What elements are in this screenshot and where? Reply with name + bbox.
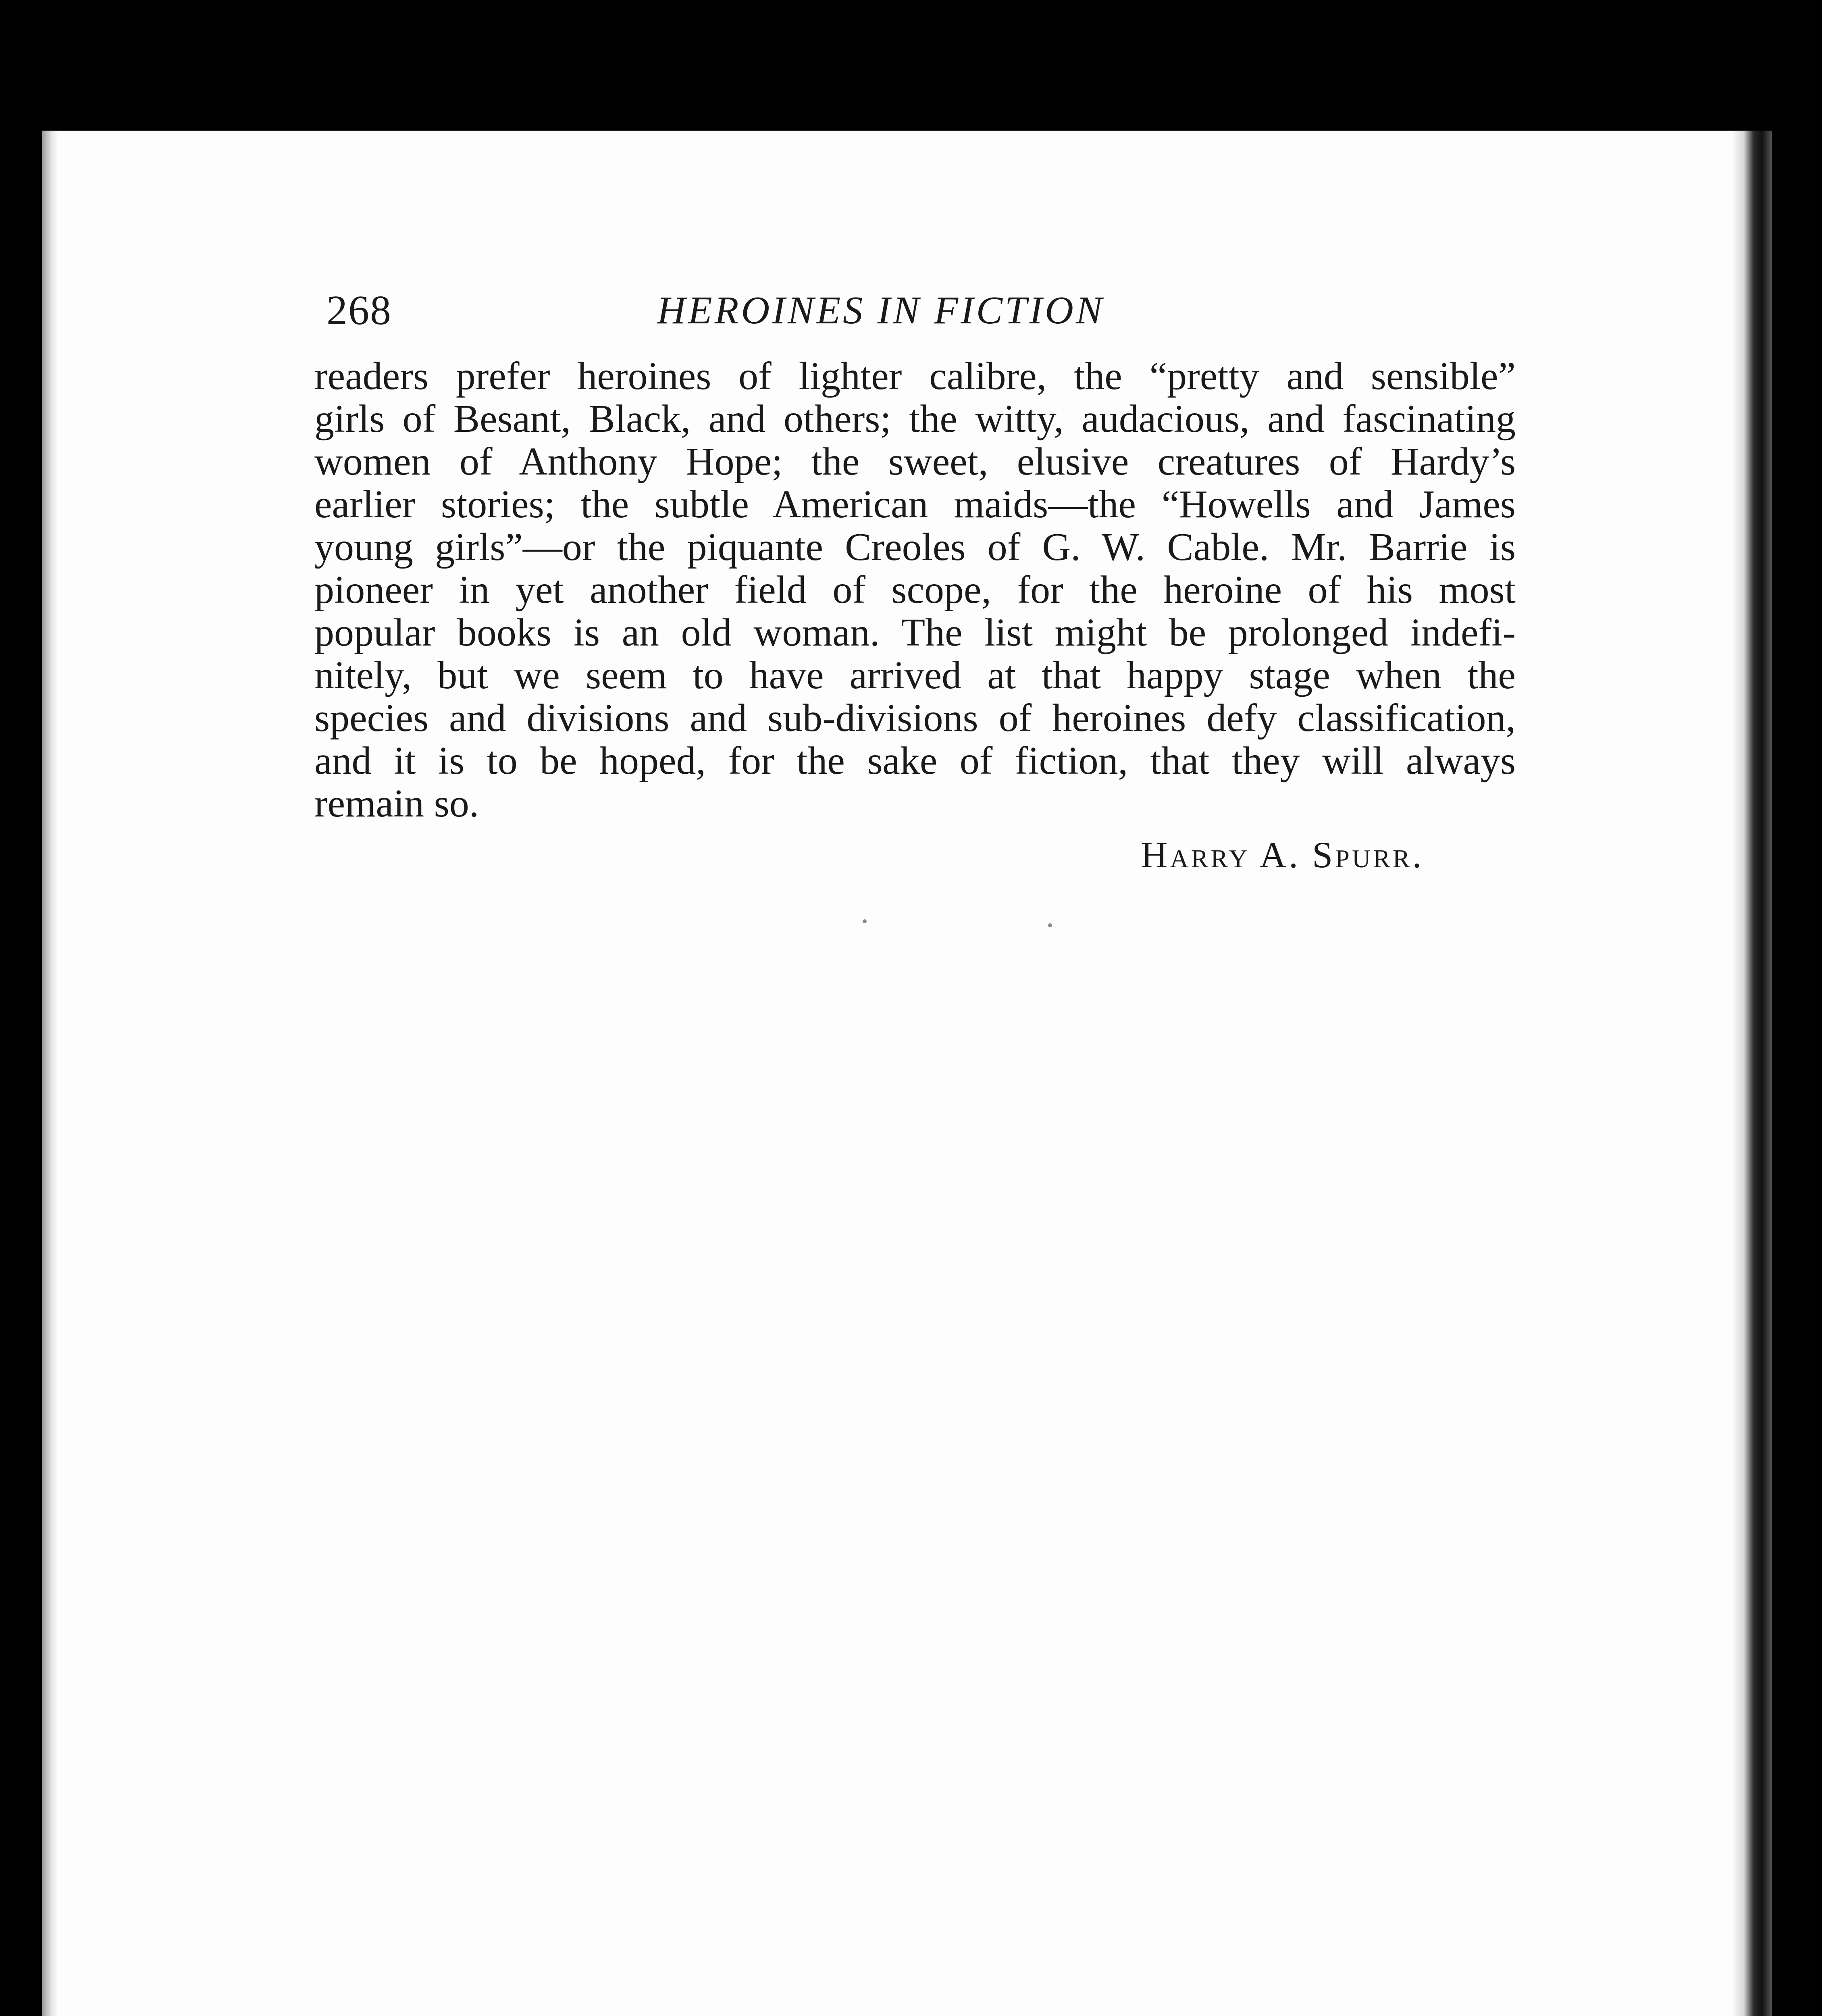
text-line: women of Anthony Hope; the sweet, elusive creatures of Hardy’s [314, 440, 1516, 483]
page-left-edge-shadow [42, 131, 58, 2016]
text-line: species and divisions and sub-divisions of heroines defy classification, [314, 696, 1516, 740]
text-line: nitely, but we seem to have arrived at that happy stage when the [314, 654, 1516, 697]
paper-speck [863, 919, 867, 923]
text-line: and it is to be hoped, for the sake of fiction, that they will always [314, 739, 1516, 783]
text-line: popular books is an old woman. The list might be prolonged indefi- [314, 611, 1516, 654]
page-number: 268 [327, 287, 392, 333]
paper-speck [1048, 923, 1052, 927]
running-title: HEROINES IN FICTION [657, 289, 1105, 332]
author-signature: Harry A. Spurr. [1141, 834, 1424, 875]
text-line: young girls”—or the piquante Creoles of G. W. Cable. Mr. Barrie is [314, 525, 1516, 569]
text-line: remain so. [314, 782, 479, 825]
page-right-edge-shadow [1732, 131, 1772, 2016]
text-line: pioneer in yet another field of scope, for the heroine of his most [314, 568, 1516, 612]
text-line: readers prefer heroines of lighter calibre, the “pretty and sensible” [314, 354, 1516, 398]
running-header [327, 282, 1520, 339]
text-line: girls of Besant, Black, and others; the witty, audacious, and fascinating [314, 397, 1516, 441]
body-paragraph [314, 355, 1516, 825]
text-line: earlier stories; the subtle American maids—the “Howells and James [314, 483, 1516, 526]
